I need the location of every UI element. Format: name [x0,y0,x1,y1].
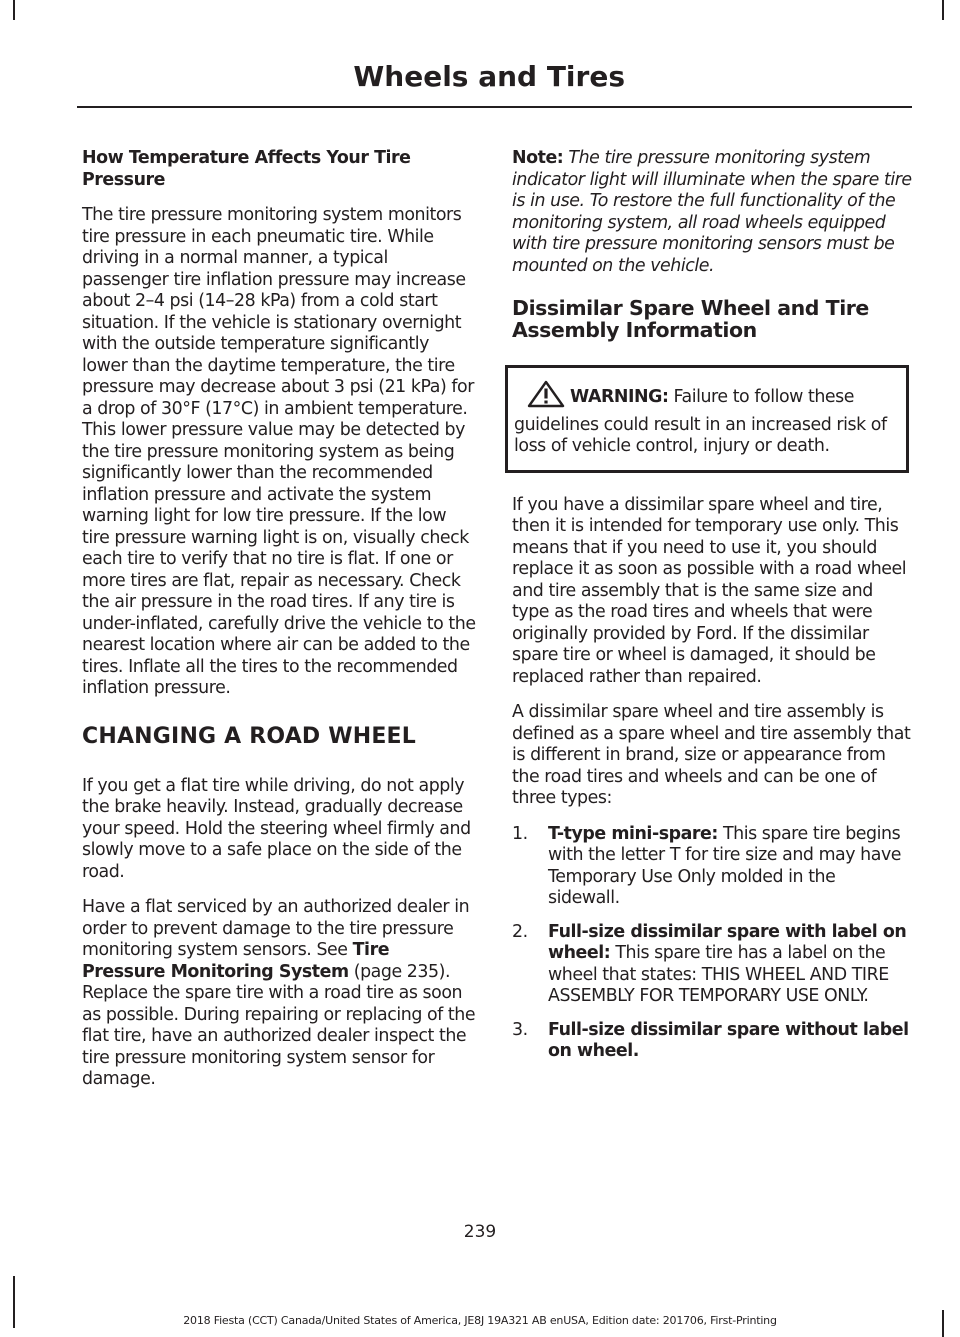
dissimilar-spare-heading: Dissimilar Spare Wheel and Tire Assembly Information [512,296,869,342]
warning-text: Failure to follow these guidelines could result in an increased risk of loss of vehicle control, injury or death. [514,387,887,456]
list-item-number: 1. [512,823,528,844]
left-column [82,148,476,1105]
right-column [512,148,912,1075]
list-item-number: 2. [512,921,528,942]
warning-box [505,365,909,473]
tpms-cross-reference-link[interactable]: Tire Pressure Monitoring System [82,940,390,982]
list-item-text: This spare tire has a label on the wheel that states: THIS WHEEL AND TIRE ASSEMBLY FOR TEMPORARY USE ONLY. [548,943,889,1006]
warning-triangle-icon [526,380,566,415]
spare-type-list [512,824,912,1063]
list-item [512,824,912,910]
list-item-label: Full-size dissimilar spare with label on wheel: [548,921,907,963]
dissimilar-paragraph-2: A dissimilar spare wheel and tire assembly is defined as a spare wheel and tire assembly that is different in brand, size or appearance from the road tires and wheels and can be one of three types: [512,702,911,808]
note-paragraph [512,148,912,277]
list-item [512,922,912,1008]
crop-mark-top-right [942,0,944,20]
flat-tire-paragraph: If you get a flat tire while driving, do not apply the brake heavily. Instead, gradually decrease your speed. Hold the steering wheel firmly and slowly move to a safe place on the side of the road. [82,775,471,882]
list-item-body [548,824,912,910]
temperature-heading: How Temperature Affects Your Tire Pressure [82,148,411,190]
note-text: The tire pressure monitoring system indicator light will illuminate when the spare tire is in use. To restore the full functionality of the monitoring system, all road wheels equipped with tire pressure monitoring sensors must be mounted on the vehicle. [512,148,912,276]
section-heading-changing-wheel: CHANGING A ROAD WHEEL [82,723,417,749]
header-rule [77,106,912,108]
dissimilar-paragraph-1: If you have a dissimilar spare wheel and tire, then it is intended for temporary use only. This means that if you need to use it, you should replace it as soon as possible with a road wheel and tire assembly that is the same size and type as the road tires and wheels that were originally provided by Ford. If the dissimilar spare tire or wheel is damaged, it should be replaced rather than repaired. [512,494,907,687]
service-paragraph [82,897,476,1091]
service-text-pre: Have a flat serviced by an authorized dealer in order to prevent damage to the tire pressure monitoring system sensors. See [82,897,470,960]
temperature-paragraph: The tire pressure monitoring system monitors tire pressure in each pneumatic tire. While driving in a normal manner, a typical passenger tire inflation pressure may increase about 2–4 psi (14–28 kPa) from a cold start situation. If the vehicle is stationary overnight with the outside temperature significantly lower than the daytime temperature, the tire pressure may decrease about 3 psi (21 kPa) for a drop of 30°F (17°C) in ambient temperature. This lower pressure value may be detected by the tire pressure monitoring system as being significantly lower than the recommended inflation pressure and activate the system warning light for low tire pressure. If the low tire pressure warning light is on, visually check each tire to verify that no tire is flat. If one or more tires are flat, repair as necessary. Check the air pressure in the road tires. If any tire is under-inflated, carefully drive the vehicle to the nearest location where air can be added to the tires. Inflate all the tires to the recommended inflation pressure. [82,205,476,698]
list-item-text: This spare tire begins with the letter T for tire size and may have Temporary Use Only molded in the sidewall. [548,823,902,908]
list-item-body [548,1020,912,1063]
list-item-label: Full-size dissimilar spare without label on wheel. [548,1019,909,1061]
list-item-number: 3. [512,1019,528,1040]
service-text-post: (page 235). Replace the spare tire with a road tire as soon as possible. During repairing or replacing of the flat tire, have an authorized dealer inspect the tire pressure monitoring system sensor for damage. [82,961,476,1089]
list-item [512,1020,912,1063]
page-number: 239 [463,1222,497,1242]
page-title: Wheels and Tires [353,60,625,93]
note-label: Note: [512,148,564,168]
crop-mark-top-left [13,0,15,20]
footer-edition-info: 2018 Fiesta (CCT) Canada/United States of America, JE8J 19A321 AB enUSA, Edition date: 201706, First-Printing [183,1314,777,1327]
list-item-label: T-type mini-spare: [548,823,718,844]
list-item-body [548,922,912,1008]
warning-label: WARNING: [570,387,669,407]
